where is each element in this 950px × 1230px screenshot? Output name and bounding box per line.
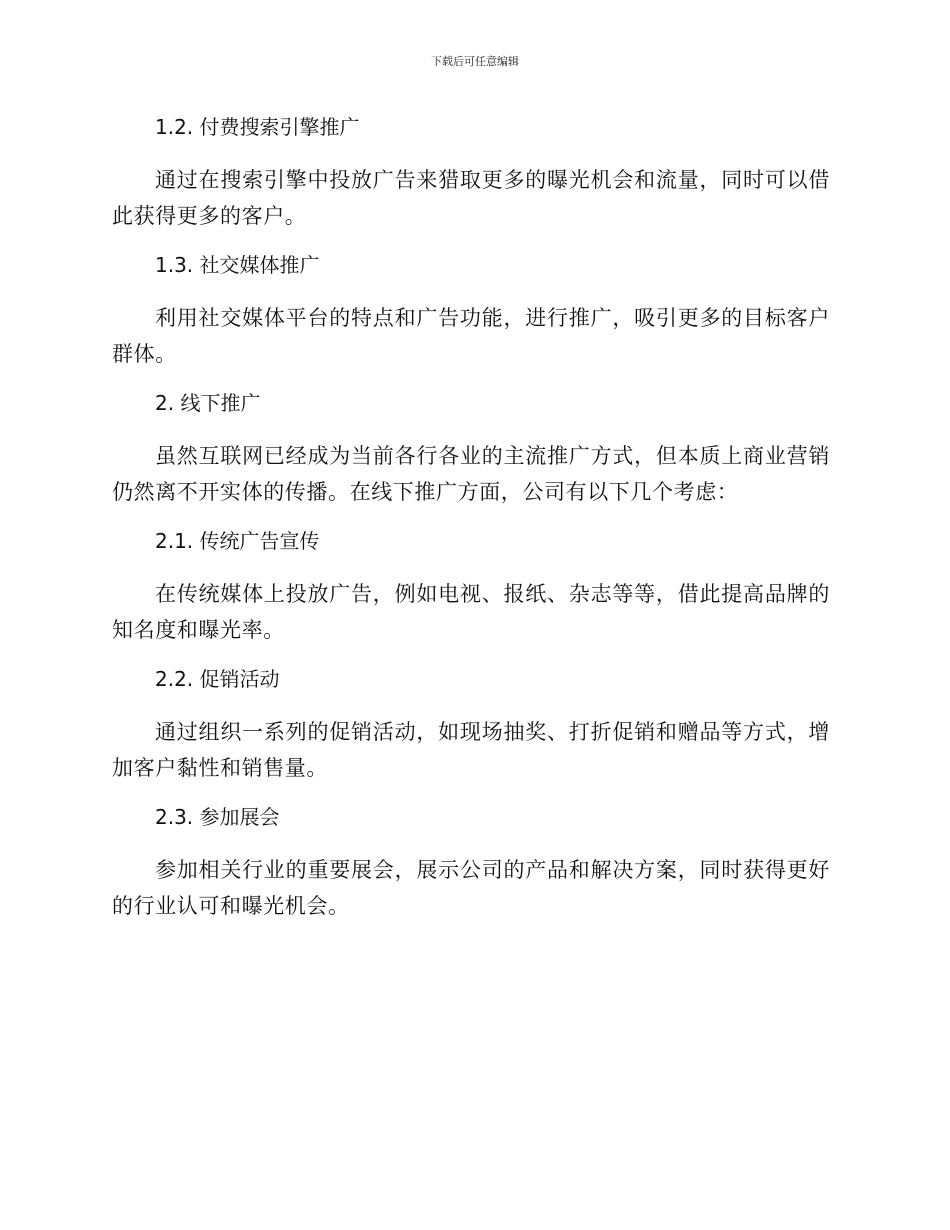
section-heading-2-2: 2.2. 促销活动 [155,667,280,691]
section-heading-1-3: 1.3. 社交媒体推广 [155,253,320,277]
section-paragraph-1-3: 利用社交媒体平台的特点和广告功能，进行推广，吸引更多的目标客户群体。 [112,306,830,366]
section-heading-2: 2. 线下推广 [155,391,261,415]
section-heading-2-3: 2.3. 参加展会 [155,805,280,829]
section-paragraph-1-2: 通过在搜索引擎中投放广告来猎取更多的曝光机会和流量，同时可以借此获得更多的客户。 [112,168,830,228]
document-body [112,112,830,940]
section-paragraph-2-3: 参加相关行业的重要展会，展示公司的产品和解决方案，同时获得更好的行业认可和曝光机会。 [112,858,830,918]
section-heading-2-1: 2.1. 传统广告宣传 [155,529,320,553]
page-header: 下载后可任意编辑 [431,55,519,68]
section-heading-1-2: 1.2. 付费搜索引擎推广 [155,115,360,139]
section-paragraph-2: 虽然互联网已经成为当前各行各业的主流推广方式，但本质上商业营销仍然离不开实体的传播。在线下推广方面，公司有以下几个考虑： [112,444,830,504]
section-paragraph-2-1: 在传统媒体上投放广告，例如电视、报纸、杂志等等，借此提高品牌的知名度和曝光率。 [112,582,830,642]
section-paragraph-2-2: 通过组织一系列的促销活动，如现场抽奖、打折促销和赠品等方式，增加客户黏性和销售量。 [112,720,830,780]
